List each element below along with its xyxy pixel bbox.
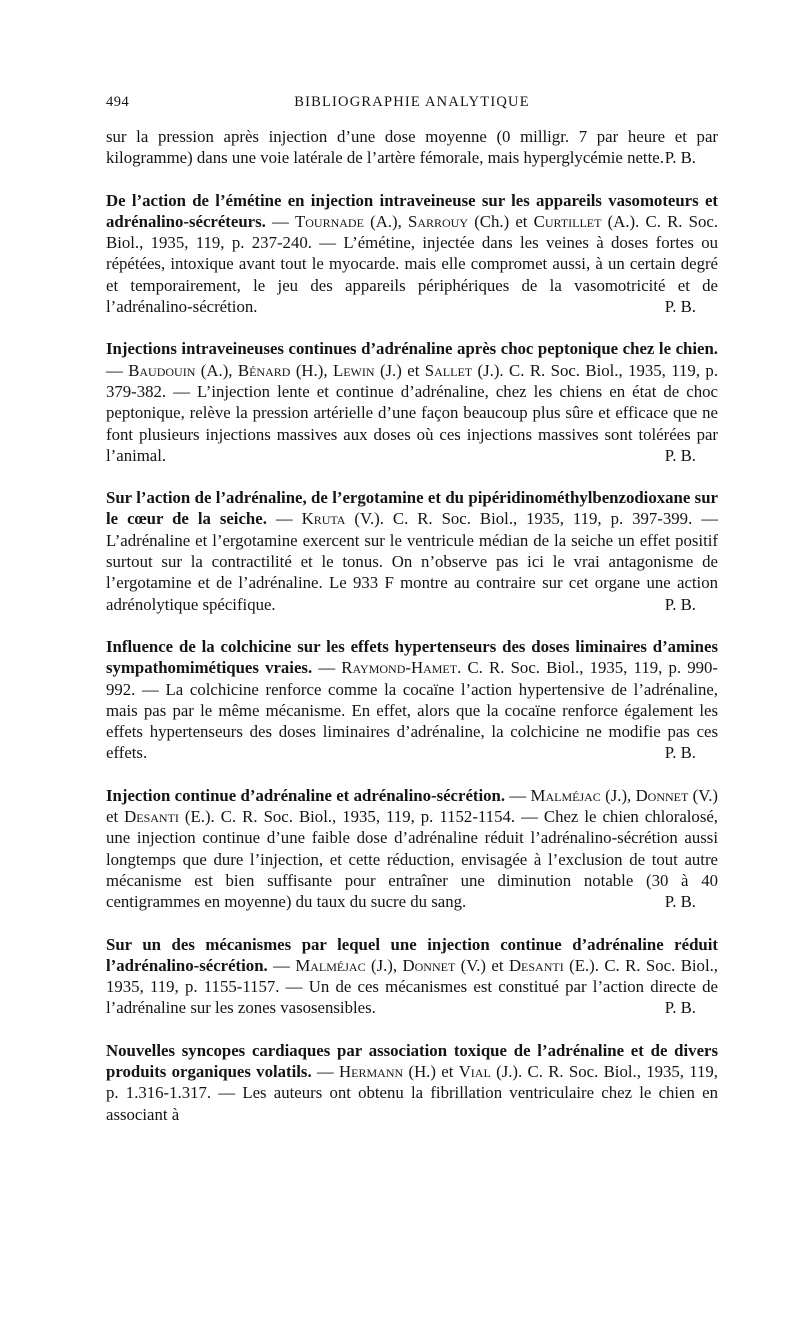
author: Desanti	[124, 807, 179, 827]
entry-continuation	[106, 126, 718, 169]
entry-signature: P. B.	[664, 297, 696, 317]
entry-text: — Un de ces mécanismes est constitué par l’action directe de l’adrénaline sur les zones vasosensibles.	[106, 977, 718, 1018]
page-header	[106, 94, 718, 118]
entry-title: Sur un des mécanismes par lequel une injection continue d’adrénaline réduit l’adrénalino-sécrétion.	[106, 934, 718, 975]
reference: C. R. Soc. Biol., 1935, 119, p. 1155-1157.	[106, 955, 718, 997]
entry-signature: P. B.	[664, 998, 696, 1018]
bibliography-body	[106, 126, 718, 1146]
author: Curtillet	[533, 211, 602, 231]
reference: C. R. Soc. Biol., 1935, 119, p. 397-399.	[392, 509, 693, 529]
author: Malméjac	[530, 785, 601, 805]
reference: C. R. Soc. Biol., 1935, 119, p. 990-992.	[106, 658, 718, 699]
entry-signature: P. B.	[664, 743, 696, 763]
author: Donnet	[635, 785, 689, 805]
entry-signature: P. B.	[664, 594, 696, 614]
page-number: 494	[106, 94, 130, 110]
author: Kruta	[301, 509, 346, 529]
author: Tournade	[295, 211, 364, 231]
author: Baudouin	[128, 360, 196, 380]
entry-text: — La colchicine renforce comme la cocaïne l’action hypertensive de l’adrénaline, mais pas par le même mécanisme. En effet, alors que la cocaïne renforce également les effets hypertenseurs des doses liminaires d’adrénaline, la colchicine ne modifie pas ces effets.	[106, 679, 718, 763]
entry-title: Injections intraveineuses continues d’adrénaline après choc peptonique chez le chien.	[106, 339, 718, 359]
entry-text: — L’adrénaline et l’ergotamine exercent sur le ventricule médian de la seiche un effet positif surtout sur la contractilité et le tonus. On n’observe pas ici le vrai antagonisme de l’ergotamine et de l’adrénaline. Le 933 F montre au contraire sur cet organe une action adrénolytique spécifique.	[106, 509, 719, 614]
author: Malméjac	[295, 955, 366, 975]
author: Lewin	[332, 360, 375, 380]
entry-signature: P. B.	[664, 148, 696, 168]
entry-text: — L’émétine, injectée dans les veines à doses fortes ou répétées, intoxique avant tout le myocarde. mais elle compromet aussi, à un certain degré et temporairement, le jeu des appareils périphériques de la vasomotricité et de l’adrénalino-sécrétion.	[106, 233, 718, 317]
entry-title: Nouvelles syncopes cardiaques par association toxique de l’adrénaline et de divers produits organiques volatils.	[106, 1040, 718, 1081]
entry-signature: P. B.	[664, 445, 696, 465]
author: Desanti	[508, 955, 564, 975]
entry-title: Injection continue d’adrénaline et adrénalino-sécrétion.	[106, 785, 506, 805]
reference: C. R. Soc. Biol., 1935, 119, p. 379-382.	[106, 360, 719, 401]
author: Sarrouy	[408, 211, 469, 231]
entry-text: — L’injection lente et continue d’adrénaline, chez les chiens en état de choc peptonique, relève la pression artérielle d’une façon beaucoup plus sûre et efficace que ne font plusieurs injections massives aux doses où ces injections massives sont tolérées par l’animal.	[106, 381, 718, 465]
entry-text: — Les auteurs ont obtenu la fibrillation ventriculaire chez le chien en associant à	[106, 1083, 718, 1124]
entry-choc-peptonique: Injections intraveineuses continues d’adrénaline après choc peptonique chez le chien. — Baudouin (A.), Bénard (H.), Lewin (J.) et Sallet (J.). C. R. Soc. Biol., 1935, 119, p. 379-382. — L’injection lente et continue d’adrénaline, chez les chiens en état de choc peptonique, relève la pression artérielle d’une façon beaucoup plus sûre et efficace que ne font plusieurs injections massives aux doses où ces injections massives sont tolérées par l’animal. P. B.	[106, 339, 719, 465]
entry-text: — Chez le chien chloralosé, une injection continue d’une faible dose d’adrénaline réduit l’adrénalino-sécrétion aussi longtemps que dure l’injection, et cette réduction, envisagée à l’exclusion de tout autre mécanisme est bien suffisante pour entraîner une diminution notable (30 à 40 centigrammes en moyenne) du taux du sucre du sang.	[106, 807, 718, 912]
entry-seiche: Sur l’action de l’adrénaline, de l’ergotamine et du pipéridinométhylbenzodioxane sur le cœur de la seiche. — Kruta (V.). C. R. Soc. Biol., 1935, 119, p. 397-399. — L’adrénaline et l’ergotamine exercent sur le ventricule médian de la seiche un effet positif surtout sur la contractilité et le tonus. On n’observe pas ici le vrai antagonisme de l’ergotamine et de l’adrénaline. Le 933 F montre au contraire sur cet organe une action adrénolytique spécifique. P. B.	[106, 488, 719, 614]
author: Bénard	[237, 360, 291, 380]
entry-title: Influence de la colchicine sur les effets hypertenseurs des doses liminaires d’amines sympathomimétiques vraies.	[106, 636, 718, 678]
author: Vial	[458, 1061, 491, 1081]
entry-injection-continue: Injection continue d’adrénaline et adrénalino-sécrétion. — Malméjac (J.), Donnet (V.) et Desanti (E.). C. R. Soc. Biol., 1935, 119, p. 1152-1154. — Chez le chien chloralosé, une injection continue d’une faible dose d’adrénaline réduit l’adrénalino-sécrétion aussi longtemps que dure l’injection, et cette réduction, envisagée à l’exclusion de tout autre mécanisme est bien suffisante pour entraîner une diminution notable (30 à 40 centigrammes en moyenne) du taux du sucre du sang. P. B.	[106, 785, 719, 912]
entry-title: De l’action de l’émétine en injection intraveineuse sur les appareils vasomoteurs et adrénalino-sécréteurs.	[106, 190, 718, 231]
entry-title: Sur l’action de l’adrénaline, de l’ergotamine et du pipéridinométhylbenzodioxane sur le cœur de la seiche.	[106, 488, 718, 529]
entry-syncopes: Nouvelles syncopes cardiaques par association toxique de l’adrénaline et de divers produits organiques volatils. — Hermann (H.) et Vial (J.). C. R. Soc. Biol., 1935, 119, p. 1.316-1.317. — Les auteurs ont obtenu la fibrillation ventriculaire chez le chien en associant à	[106, 1040, 718, 1124]
reference: C. R. Soc. Biol., 1935, 119, p. 237-240.	[106, 211, 719, 253]
running-title: BIBLIOGRAPHIE ANALYTIQUE	[294, 94, 530, 110]
author: Donnet	[402, 955, 456, 975]
entry-signature: P. B.	[664, 892, 696, 912]
entry-colchicine: Influence de la colchicine sur les effets hypertenseurs des doses liminaires d’amines sympathomimétiques vraies. — Raymond-Hamet. C. R. Soc. Biol., 1935, 119, p. 990-992. — La colchicine renforce comme la cocaïne l’action hypertensive de l’adrénaline, mais pas par le même mécanisme. En effet, alors que la cocaïne renforce également les effets hypertenseurs des doses liminaires d’adrénaline, la colchicine ne modifie pas ces effets. P. B.	[106, 636, 718, 763]
author: Raymond-Hamet	[341, 658, 458, 678]
entry-emetine: De l’action de l’émétine en injection intraveineuse sur les appareils vasomoteurs et adrénalino-sécréteurs. — Tournade (A.), Sarrouy (Ch.) et Curtillet (A.). C. R. Soc. Biol., 1935, 119, p. 237-240. — L’émétine, injectée dans les veines à doses fortes ou répétées, intoxique avant tout le myocarde. mais elle compromet aussi, à un certain degré et temporairement, le jeu des appareils périphériques de la vasomotricité et de l’adrénalino-sécrétion. P. B.	[106, 190, 719, 317]
reference: C. R. Soc. Biol., 1935, 119, p. 1152-1154.	[220, 807, 516, 827]
author: Hermann	[339, 1061, 404, 1081]
entry-mecanismes: Sur un des mécanismes par lequel une injection continue d’adrénaline réduit l’adrénalino-sécrétion. — Malméjac (J.), Donnet (V.) et Desanti (E.). C. R. Soc. Biol., 1935, 119, p. 1155-1157. — Un de ces mécanismes est constitué par l’action directe de l’adrénaline sur les zones vasosensibles. P. B.	[106, 934, 718, 1018]
entry-text: sur la pression après injection d’une dose moyenne (0 milligr. 7 par heure et par kilogramme) dans une voie latérale de l’artère fémorale, mais hyperglycémie nette.	[106, 127, 718, 168]
reference: C. R. Soc. Biol., 1935, 119, p. 1.316-1.317.	[106, 1061, 718, 1103]
author: Sallet	[424, 360, 473, 380]
